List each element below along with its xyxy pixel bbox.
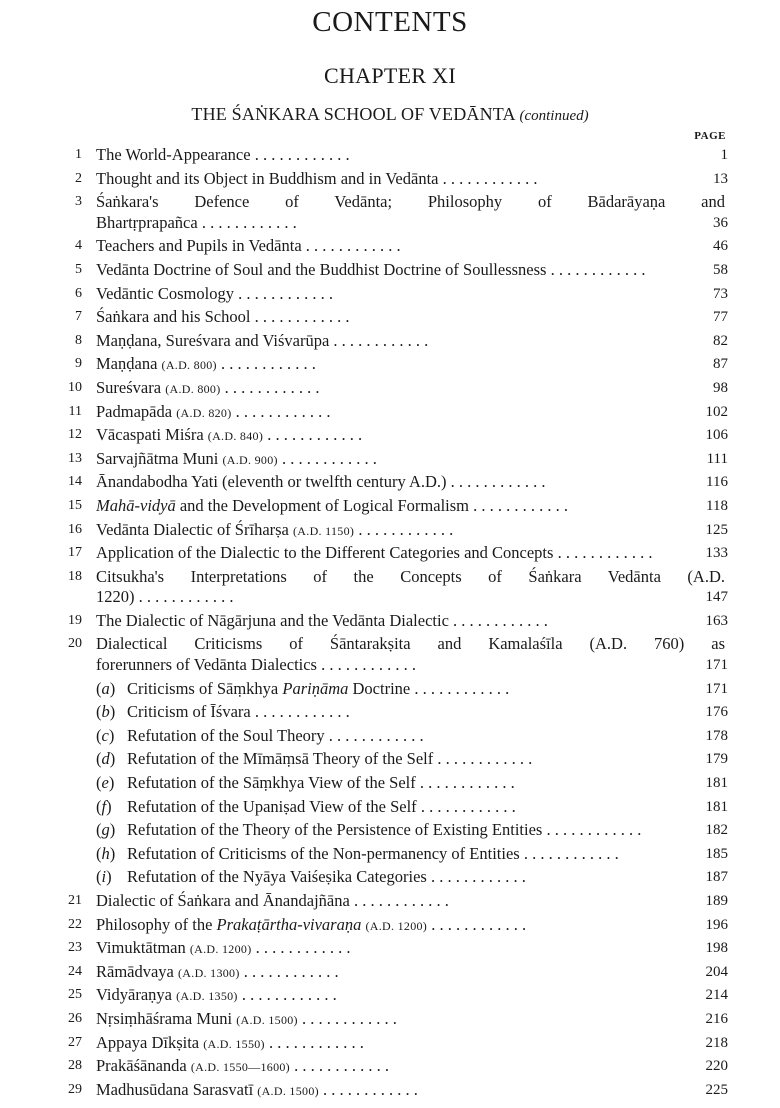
entry-title-continued: forerunners of Vedānta Dialectics . . . . . . . . . . . . xyxy=(96,654,416,674)
entry-number: 1 xyxy=(75,147,82,162)
entry-title: Refutation of the Nyāya Vaiśeṣika Categories . . . . . . . . . . . . xyxy=(127,867,526,887)
toc-subentry[interactable] xyxy=(0,749,780,769)
toc-entry[interactable] xyxy=(0,425,780,445)
entry-date: (A.D. 1550—1600) xyxy=(190,1060,290,1075)
entry-page: 182 xyxy=(705,822,728,839)
entry-number: 26 xyxy=(68,1010,82,1026)
dot-leader: . . . . . . . . . . . . xyxy=(420,796,516,816)
toc-entry[interactable] xyxy=(0,192,780,212)
toc-entry[interactable] xyxy=(0,985,780,1005)
entry-number: 21 xyxy=(68,892,82,908)
section-title xyxy=(0,104,780,125)
section-suffix: (continued) xyxy=(519,108,589,124)
toc-entry[interactable] xyxy=(0,331,780,351)
entry-title: Nṛsiṃhāśrama Muni (A.D. 1500) . . . . . . . . . . . . xyxy=(96,1008,397,1028)
chapter-title: CHAPTER XI xyxy=(324,63,456,88)
dot-leader: . . . . . . . . . . . . xyxy=(241,985,337,1005)
entry-page: 196 xyxy=(705,916,728,933)
subentry-letter: c xyxy=(101,725,109,745)
dot-leader: . . . . . . . . . . . . xyxy=(358,519,454,539)
entry-title: Refutation of the Mīmāṃsā Theory of the Self . . . . . . . . . . . . xyxy=(127,749,533,769)
toc-entry[interactable] xyxy=(0,891,780,911)
subentry-letter: d xyxy=(101,749,110,769)
entry-number: 3 xyxy=(75,194,82,210)
toc-subentry[interactable] xyxy=(0,820,780,840)
dot-leader: . . . . . . . . . . . . xyxy=(550,259,646,279)
entry-number: 18 xyxy=(68,568,82,584)
entry-title: Maṇḍana, Sureśvara and Viśvarūpa . . . . . . . . . . . . xyxy=(96,330,429,350)
entry-title: Vedāntic Cosmology . . . . . . . . . . . . xyxy=(96,283,333,303)
subentry-letter: g xyxy=(101,820,110,840)
subentry-label: (c) xyxy=(96,725,115,745)
subentry-letter: h xyxy=(101,843,110,863)
toc-subentry[interactable] xyxy=(0,726,780,746)
toc-entry-continued[interactable] xyxy=(0,213,780,233)
entry-date: (A.D. 1200) xyxy=(189,942,252,957)
entry-title: Ānandabodha Yati (eleventh or twelfth century A.D.) . . . . . . . . . . . . xyxy=(96,472,546,492)
dot-leader: . . . . . . . . . . . . xyxy=(301,1008,397,1028)
dot-leader: . . . . . . . . . . . . xyxy=(224,377,320,397)
entry-page: 125 xyxy=(705,521,728,538)
toc-entry[interactable] xyxy=(0,520,780,540)
entry-title-italic: Prakaṭārtha-vivaraṇa xyxy=(216,914,362,934)
entry-page: 187 xyxy=(705,869,728,886)
entry-page: 189 xyxy=(705,892,728,909)
dot-leader: . . . . . . . . . . . . xyxy=(414,678,510,698)
toc-entry-continued[interactable] xyxy=(0,587,780,607)
entry-page: 118 xyxy=(706,497,728,514)
entry-date: (A.D. 800) xyxy=(165,381,221,396)
subentry-label: (e) xyxy=(96,772,115,792)
entry-page: 181 xyxy=(705,774,728,791)
toc-entry[interactable] xyxy=(0,260,780,280)
entry-page: 13 xyxy=(713,170,728,187)
entry-number: 12 xyxy=(68,427,82,443)
toc-entry[interactable] xyxy=(0,634,780,654)
toc-entry[interactable] xyxy=(0,915,780,935)
entry-date: (A.D. 1200) xyxy=(365,918,428,933)
entry-title: Criticisms of Sāṃkhya Pariṇāma Doctrine . . . . . . . . . . . . xyxy=(127,678,510,698)
toc-entry[interactable] xyxy=(0,543,780,563)
entry-page: 133 xyxy=(705,545,728,562)
page-title: CONTENTS xyxy=(312,6,468,38)
entry-title: The World-Appearance . . . . . . . . . . . . xyxy=(96,145,350,164)
subentry-label: (a) xyxy=(96,678,116,698)
entry-page: 214 xyxy=(705,987,728,1004)
entry-title: Refutation of Criticisms of the Non-permanency of Entities . . . . . . . . . . . . xyxy=(127,843,619,863)
entry-date: (A.D. 820) xyxy=(176,405,232,420)
entry-number: 27 xyxy=(68,1034,82,1050)
entry-title: Śaṅkara's Defence of Vedānta; Philosophy of Bādarāyaṇa and xyxy=(96,192,725,212)
entry-title: Refutation of the Upaniṣad View of the Self . . . . . . . . . . . . xyxy=(127,796,516,816)
dot-leader: . . . . . . . . . . . . xyxy=(450,472,546,492)
dot-leader: . . . . . . . . . . . . xyxy=(238,283,333,303)
entry-number: 19 xyxy=(68,612,82,628)
entry-title: Teachers and Pupils in Vedānta . . . . . . . . . . . . xyxy=(96,236,401,256)
entry-title: The Dialectic of Nāgārjuna and the Vedānta Dialectic . . . . . . . . . . . . xyxy=(96,610,548,630)
subentry-label: (i) xyxy=(96,867,112,887)
entry-date: (A.D. 900) xyxy=(222,452,278,467)
toc-entry[interactable] xyxy=(0,1056,780,1076)
entry-title: Padmapāda (A.D. 820) . . . . . . . . . . . . xyxy=(96,401,331,421)
entry-page: 181 xyxy=(705,798,728,815)
entry-page: 82 xyxy=(713,332,728,349)
dot-leader: . . . . . . . . . . . . xyxy=(294,1056,389,1076)
entry-title: Mahā-vidyā and the Development of Logical Formalism . . . . . . . . . . . . xyxy=(96,495,568,515)
entry-number: 15 xyxy=(68,497,82,513)
entry-title: Madhusūdana Sarasvatī (A.D. 1500) . . . . . . . . . . . . xyxy=(96,1079,418,1099)
toc-entry[interactable] xyxy=(0,1009,780,1029)
entry-number: 24 xyxy=(68,963,82,979)
entry-title-italic: Mahā-vidyā xyxy=(96,495,176,515)
entry-title: Śaṅkara and his School . . . . . . . . . . . . xyxy=(96,307,350,327)
entry-title: Refutation of the Soul Theory . . . . . . . . . . . . xyxy=(127,725,424,745)
entry-page: 1 xyxy=(720,147,728,163)
entry-date: (A.D. 800) xyxy=(161,358,217,373)
entry-page: 147 xyxy=(705,589,728,606)
entry-number: 7 xyxy=(75,309,82,325)
entry-title: Sureśvara (A.D. 800) . . . . . . . . . . . . xyxy=(96,377,320,397)
entry-number: 20 xyxy=(68,636,82,652)
toc-subentry[interactable] xyxy=(0,773,780,793)
dot-leader: . . . . . . . . . . . . xyxy=(419,772,515,792)
entry-title: Rāmādvaya (A.D. 1300) . . . . . . . . . . . . xyxy=(96,961,339,981)
entry-title: Vācaspati Miśra (A.D. 840) . . . . . . . . . . . . xyxy=(96,425,363,445)
entry-title: Criticism of Īśvara . . . . . . . . . . . . xyxy=(127,702,350,722)
subentry-label: (d) xyxy=(96,749,116,769)
dot-leader: . . . . . . . . . . . . xyxy=(442,168,538,188)
entry-title: Citsukha's Interpretations of the Concepts of Śaṅkara Vedānta (A.D. xyxy=(96,566,725,586)
toc-subentry[interactable] xyxy=(0,702,780,722)
entry-page: 102 xyxy=(705,403,728,420)
entry-number: 6 xyxy=(75,285,82,301)
entry-number: 16 xyxy=(68,521,82,537)
entry-title: Dialectical Criticisms of Śāntarakṣita and Kamalaśīla (A.D. 760) as xyxy=(96,634,725,654)
entry-number: 11 xyxy=(68,403,82,419)
entry-page: 58 xyxy=(713,261,728,278)
subentry-label: (h) xyxy=(96,843,116,863)
entry-title: Dialectic of Śaṅkara and Ānandajñāna . . . . . . . . . . . . xyxy=(96,890,449,910)
entry-number: 4 xyxy=(75,238,82,254)
entry-number: 8 xyxy=(75,332,82,348)
entry-page: 171 xyxy=(705,680,728,697)
entry-title: Prakāśānanda (A.D. 1550—1600) . . . . . . . . . . . . xyxy=(96,1056,389,1076)
entry-number: 17 xyxy=(68,545,82,561)
entry-page: 111 xyxy=(706,450,728,467)
entry-number: 9 xyxy=(75,356,82,372)
section-name: THE ŚAṄKARA SCHOOL OF VEDĀNTA xyxy=(191,104,515,124)
entry-title: Vimuktātman (A.D. 1200) . . . . . . . . . . . . xyxy=(96,938,351,958)
dot-leader: . . . . . . . . . . . . xyxy=(557,543,653,563)
entry-page: 225 xyxy=(705,1081,728,1098)
entry-number: 22 xyxy=(68,916,82,932)
toc-entry[interactable] xyxy=(0,449,780,469)
entry-page: 73 xyxy=(713,285,728,302)
toc-entry[interactable] xyxy=(0,938,780,958)
subentry-label: (f) xyxy=(96,796,112,816)
dot-leader: . . . . . . . . . . . . xyxy=(254,702,350,722)
dot-leader: . . . . . . . . . . . . xyxy=(220,354,316,374)
entry-number: 13 xyxy=(68,450,82,466)
toc-subentry[interactable] xyxy=(0,867,780,887)
entry-page: 87 xyxy=(713,356,728,373)
dot-leader: . . . . . . . . . . . . xyxy=(254,307,350,327)
entry-title: Vedānta Doctrine of Soul and the Buddhist Doctrine of Soullessness . . . . . . . . . . . . xyxy=(96,259,646,279)
toc-subentry[interactable] xyxy=(0,844,780,864)
entry-page: 218 xyxy=(705,1034,728,1051)
page-column-label: PAGE xyxy=(694,130,726,142)
toc-entry[interactable] xyxy=(0,284,780,304)
toc-entry[interactable] xyxy=(0,472,780,492)
entry-title: Sarvajñātma Muni (A.D. 900) . . . . . . . . . . . . xyxy=(96,448,377,468)
entry-page: 98 xyxy=(713,379,728,396)
entry-number: 25 xyxy=(68,987,82,1003)
toc-entry[interactable] xyxy=(0,354,780,374)
dot-leader: . . . . . . . . . . . . xyxy=(305,236,401,256)
entry-page: 106 xyxy=(705,427,728,444)
toc-entry[interactable] xyxy=(0,145,780,165)
subentry-letter: f xyxy=(101,796,107,816)
subentry-letter: b xyxy=(101,702,110,722)
dot-leader: . . . . . . . . . . . . xyxy=(523,843,619,863)
entry-date: (A.D. 1500) xyxy=(257,1083,319,1098)
dot-leader: . . . . . . . . . . . . xyxy=(437,749,533,769)
entry-number: 14 xyxy=(68,474,82,490)
entry-page: 36 xyxy=(713,214,728,231)
entry-page: 176 xyxy=(705,704,728,721)
entry-title: Philosophy of the Prakaṭārtha-vivaraṇa (A.D. 1200) . . . . . . . . . . . . xyxy=(96,914,527,934)
entry-number: 10 xyxy=(68,379,82,395)
entry-page: 216 xyxy=(705,1010,728,1027)
dot-leader: . . . . . . . . . . . . xyxy=(328,725,424,745)
toc-entry[interactable] xyxy=(0,962,780,982)
toc-entry[interactable] xyxy=(0,611,780,631)
toc-entry-continued[interactable] xyxy=(0,655,780,675)
dot-leader: . . . . . . . . . . . . xyxy=(243,961,339,981)
entry-date: (A.D. 1350) xyxy=(176,989,238,1004)
entry-title: Application of the Dialectic to the Different Categories and Concepts . . . . . . . . . . . . xyxy=(96,543,653,563)
entry-title-italic: Pariṇāma xyxy=(282,678,349,698)
entry-page: 77 xyxy=(713,309,728,326)
entry-title: Thought and its Object in Buddhism and in Vedānta . . . . . . . . . . . . xyxy=(96,168,538,188)
dot-leader: . . . . . . . . . . . . xyxy=(430,867,526,887)
subentry-letter: e xyxy=(101,772,109,792)
dot-leader: . . . . . . . . . . . . xyxy=(267,425,363,445)
toc-entry[interactable] xyxy=(0,307,780,327)
entry-page: 116 xyxy=(706,474,728,491)
dot-leader: . . . . . . . . . . . . xyxy=(254,145,350,164)
toc-entry[interactable] xyxy=(0,378,780,398)
entry-date: (A.D. 1500) xyxy=(236,1012,298,1027)
dot-leader: . . . . . . . . . . . . xyxy=(235,401,331,421)
dot-leader: . . . . . . . . . . . . xyxy=(281,448,377,468)
dot-leader: . . . . . . . . . . . . xyxy=(453,610,548,630)
entry-title-continued: Bhartṛprapañca . . . . . . . . . . . . xyxy=(96,212,297,232)
entry-number: 5 xyxy=(75,261,82,277)
entry-title: Maṇḍana (A.D. 800) . . . . . . . . . . . . xyxy=(96,354,316,374)
dot-leader: . . . . . . . . . . . . xyxy=(546,820,642,840)
dot-leader: . . . . . . . . . . . . xyxy=(431,914,527,934)
entry-page: 185 xyxy=(705,845,728,862)
dot-leader: . . . . . . . . . . . . xyxy=(201,212,297,232)
dot-leader: . . . . . . . . . . . . xyxy=(353,890,449,910)
toc-subentry[interactable] xyxy=(0,679,780,699)
entry-number: 29 xyxy=(68,1081,82,1097)
toc-entry[interactable] xyxy=(0,1033,780,1053)
entry-number: 23 xyxy=(68,940,82,956)
dot-leader: . . . . . . . . . . . . xyxy=(268,1032,364,1052)
subentry-label: (g) xyxy=(96,820,116,840)
toc-subentry[interactable] xyxy=(0,797,780,817)
entry-title: Appaya Dīkṣita (A.D. 1550) . . . . . . . . . . . . xyxy=(96,1032,364,1052)
entry-number: 28 xyxy=(68,1058,82,1074)
toc-entry[interactable] xyxy=(0,496,780,516)
entry-title: Vedānta Dialectic of Śrīharṣa (A.D. 1150) . . . . . . . . . . . . xyxy=(96,519,454,539)
entry-page: 163 xyxy=(705,612,728,629)
dot-leader: . . . . . . . . . . . . xyxy=(138,587,234,607)
toc-entry[interactable] xyxy=(0,236,780,256)
dot-leader: . . . . . . . . . . . . xyxy=(323,1079,418,1099)
dot-leader: . . . . . . . . . . . . xyxy=(255,938,351,958)
entry-page: 198 xyxy=(705,940,728,957)
entry-page: 204 xyxy=(705,963,728,980)
entry-page: 178 xyxy=(705,727,728,744)
subentry-letter: a xyxy=(101,678,110,698)
entry-date: (A.D. 1150) xyxy=(293,523,355,538)
entry-title: Refutation of the Theory of the Persistence of Existing Entities . . . . . . . . . . . . xyxy=(127,820,642,840)
subentry-letter: i xyxy=(101,867,107,887)
dot-leader: . . . . . . . . . . . . xyxy=(321,654,416,674)
entry-title: Vidyāraṇya (A.D. 1350) . . . . . . . . . . . . xyxy=(96,985,337,1005)
entry-page: 220 xyxy=(705,1058,728,1075)
entry-number: 2 xyxy=(75,170,82,186)
entry-page: 46 xyxy=(713,238,728,255)
toc-entry[interactable] xyxy=(0,169,780,189)
entry-page: 179 xyxy=(705,751,728,768)
toc-entry[interactable] xyxy=(0,1080,780,1100)
entry-page: 171 xyxy=(705,656,728,673)
entry-title-continued: 1220) . . . . . . . . . . . . xyxy=(96,587,234,607)
toc-entry[interactable] xyxy=(0,402,780,422)
entry-date: (A.D. 1300) xyxy=(178,965,240,980)
entry-title: Refutation of the Sāṃkhya View of the Self . . . . . . . . . . . . xyxy=(127,772,515,792)
entry-date: (A.D. 1550) xyxy=(203,1036,265,1051)
dot-leader: . . . . . . . . . . . . xyxy=(473,495,568,515)
toc-entry[interactable] xyxy=(0,567,780,587)
dot-leader: . . . . . . . . . . . . xyxy=(333,330,429,350)
subentry-label: (b) xyxy=(96,702,116,722)
entry-date: (A.D. 840) xyxy=(207,429,264,444)
